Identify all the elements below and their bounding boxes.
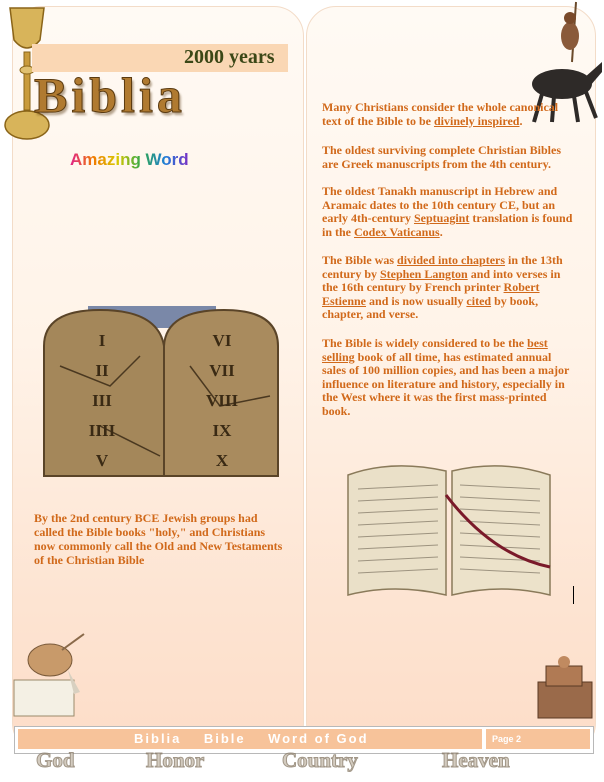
tablet-numeral: VII bbox=[209, 361, 235, 380]
text: . bbox=[519, 113, 523, 128]
tablet-numeral: II bbox=[95, 361, 109, 380]
link-robert-estienne[interactable]: Robert Estienne bbox=[322, 280, 540, 308]
text: The Bible is widely considered to be the bbox=[322, 336, 528, 350]
quill-hand-icon bbox=[8, 630, 94, 722]
link-divinely-inspired[interactable]: divinely inspired bbox=[433, 113, 520, 128]
years-heading: 2000 years bbox=[184, 46, 275, 68]
text: by book, chapter, and verse. bbox=[322, 293, 539, 322]
text: The oldest Tanakh manuscript in Hebrew and Aramaic dates to the 10th century CE, but an early 4th-century bbox=[322, 184, 558, 226]
footer-word-god: God bbox=[36, 748, 75, 772]
text-cursor bbox=[573, 586, 574, 604]
paragraph-chapters bbox=[322, 254, 574, 322]
paragraph-tanakh bbox=[322, 185, 574, 239]
open-book-image bbox=[342, 455, 556, 600]
ornament-icon bbox=[530, 652, 602, 724]
tablet-numeral: IIII bbox=[88, 421, 116, 440]
amazing-word-wordart: Amazing Word bbox=[70, 150, 189, 169]
text: in the 13th century by bbox=[322, 253, 563, 281]
footer-word-honor: Honor bbox=[146, 748, 205, 772]
link-septuagint[interactable]: Septuagint bbox=[413, 211, 470, 226]
paragraph-best-selling bbox=[322, 337, 574, 419]
left-paragraph: By the 2nd century BCE Jewish groups had called the Bible books "holy," and Christians now commonly call the Old and New Testaments of the Christian Bible bbox=[34, 511, 283, 567]
tablet-numeral: I bbox=[98, 331, 106, 350]
link-divided-into-chapters[interactable]: divided into chapters bbox=[397, 253, 506, 267]
text: The Bible was bbox=[322, 253, 398, 267]
biblia-wordart: Biblia bbox=[34, 67, 186, 123]
tablet-numeral: VI bbox=[212, 331, 232, 350]
text: . bbox=[439, 224, 443, 239]
footer-word-heaven: Heaven bbox=[442, 748, 510, 772]
text: and into verses in the 16th century by French printer bbox=[322, 266, 561, 295]
text: Many Christians consider the whole canonical text of the Bible to be bbox=[322, 100, 559, 128]
stone-tablets-image bbox=[40, 306, 280, 486]
footer-title: Biblia Bible Word of God bbox=[134, 731, 369, 746]
tablet-numeral: X bbox=[215, 451, 229, 470]
text: and is now usually bbox=[366, 293, 467, 308]
link-stephen-langton[interactable]: Stephen Langton bbox=[380, 266, 468, 281]
text: translation is found in the bbox=[322, 211, 573, 239]
paragraph-oldest-bibles: The oldest surviving complete Christian Bibles are Greek manuscripts from the 4th century. bbox=[322, 143, 562, 171]
tablet-numeral: V bbox=[95, 451, 109, 470]
tablet-numeral: VIII bbox=[205, 391, 239, 410]
tablet-numeral: III bbox=[92, 391, 112, 410]
link-cited[interactable]: cited bbox=[466, 293, 492, 308]
link-best-selling[interactable]: best selling bbox=[322, 336, 548, 364]
paragraph-inspired bbox=[322, 101, 574, 128]
footer-word-country: Country bbox=[282, 748, 358, 772]
tablet-numeral: IX bbox=[212, 421, 232, 440]
link-codex-vaticanus[interactable]: Codex Vaticanus bbox=[354, 224, 440, 239]
text: book of all time, has estimated annual sales of 100 million copies, and has been a major influence on literature and history, especially in the West where it was the first mass-printed book. bbox=[322, 349, 570, 418]
page-number: Page 2 bbox=[492, 734, 522, 744]
